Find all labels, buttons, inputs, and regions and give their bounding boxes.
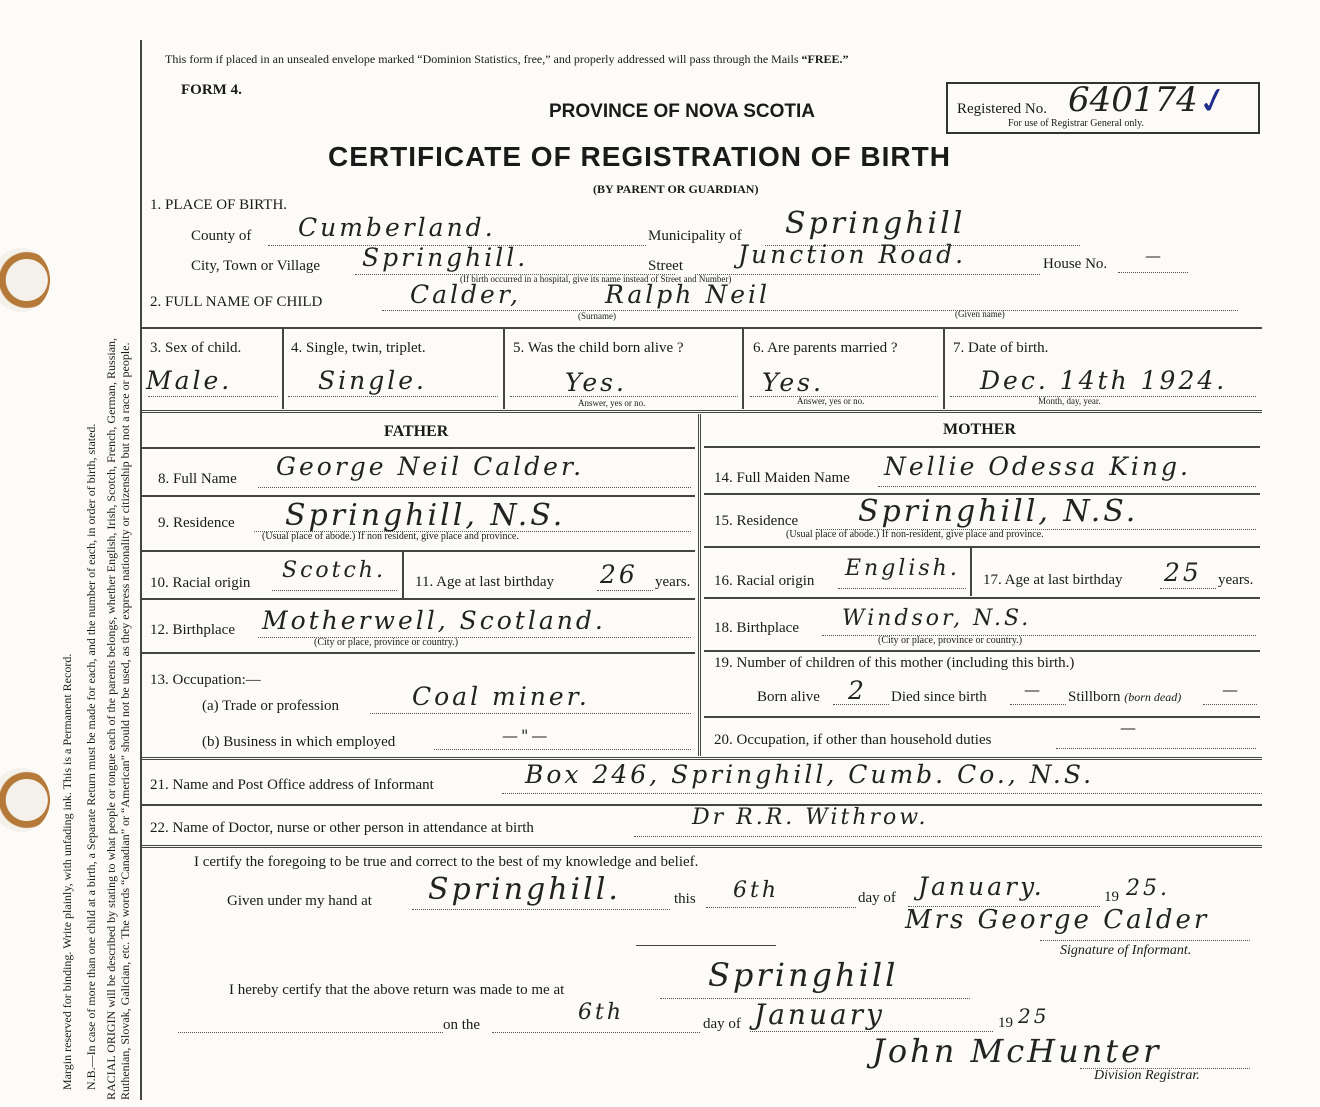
father-residence-note: (Usual place of abode.) If non resident, give place and province.	[262, 531, 519, 542]
house-number-label: House No.	[1043, 256, 1108, 272]
mail-notice	[165, 52, 849, 67]
sex-value: Male.	[146, 366, 233, 395]
year-prefix-2: 19	[998, 1015, 1013, 1031]
year-value: 25.	[1126, 876, 1170, 901]
year-prefix: 19	[1104, 889, 1119, 905]
mail-notice-text: This form if placed in an unsealed envelope marked “Dominion Statistics, free,” and properly addressed will pass through the Mails	[165, 52, 799, 66]
registered-label: Registered No.	[957, 101, 1047, 117]
child-surname-value: Calder,	[410, 280, 521, 309]
died-since-birth-label: Died since birth	[891, 689, 987, 705]
father-heading: FATHER	[384, 423, 449, 440]
mother-racial-value: English.	[845, 556, 960, 581]
street-value: Junction Road.	[738, 240, 967, 269]
punch-hole-top	[0, 248, 50, 312]
parents-married-note: Answer, yes or no.	[797, 396, 865, 406]
given-under-hand-label: Given under my hand at	[227, 893, 372, 909]
day-of-label-2: day of	[703, 1016, 741, 1032]
father-age-label: 11. Age at last birthday	[415, 574, 554, 590]
mother-birthplace-value: Windsor, N.S.	[842, 606, 1032, 631]
doctor-label: 22. Name of Doctor, nurse or other person in attendance at birth	[150, 820, 534, 836]
father-business-label: (b) Business in which employed	[202, 734, 396, 750]
registered-value: 640174	[1068, 80, 1198, 120]
city-value: Springhill.	[362, 243, 529, 272]
certify-statement: I certify the foregoing to be true and correct to the best of my knowledge and belief.	[194, 854, 699, 870]
mother-name-label: 14. Full Maiden Name	[714, 470, 850, 486]
mother-children-label: 19. Number of children of this mother (including this birth.)	[714, 655, 1075, 671]
mother-occupation-value: —	[1120, 718, 1139, 737]
hospital-note: (If birth occurred in a hospital, give its name instead of Street and Number)	[460, 274, 732, 284]
margin-note-1: Margin reserved for binding. Write plainly, with unfading ink. This is a Permanent Record.	[60, 653, 74, 1090]
street-label: Street	[648, 258, 683, 274]
year-value-2: 25	[1018, 1004, 1050, 1028]
date-of-birth-label: 7. Date of birth.	[953, 340, 1049, 356]
certificate-subtitle: (BY PARENT OR GUARDIAN)	[593, 182, 759, 196]
registrar-signature-label: Division Registrar.	[1094, 1068, 1200, 1083]
father-name-label: 8. Full Name	[158, 471, 237, 487]
province-heading: PROVINCE OF NOVA SCOTIA	[549, 101, 816, 122]
mother-residence-note: (Usual place of abode.) If non-resident, give place and province.	[786, 529, 1044, 540]
informant-signature-label: Signature of Informant.	[1060, 943, 1192, 958]
father-birthplace-note: (City or place, province or country.)	[314, 637, 459, 648]
single-twin-label: 4. Single, twin, triplet.	[291, 340, 426, 356]
died-since-birth-value: —	[1024, 680, 1043, 699]
form-number: FORM 4.	[181, 82, 242, 98]
day-of-label: day of	[858, 890, 896, 906]
born-alive-count-label: Born alive	[757, 689, 820, 705]
given-name-note: (Given name)	[955, 309, 1005, 319]
municipality-label: Municipality of	[648, 228, 742, 244]
mother-racial-label: 16. Racial origin	[714, 573, 815, 589]
registrar-place-value: Springhill	[708, 956, 899, 994]
father-racial-value: Scotch.	[282, 558, 386, 583]
stillborn-label-text: Stillborn	[1068, 689, 1121, 705]
father-name-value: George Neil Calder.	[276, 452, 585, 481]
certificate-title: CERTIFICATE OF REGISTRATION OF BIRTH	[328, 141, 951, 172]
stillborn-label	[1068, 689, 1181, 706]
on-the-label: on the	[443, 1017, 481, 1033]
registrar-use-note: For use of Registrar General only.	[1008, 118, 1144, 129]
mail-notice-free: “FREE.”	[801, 52, 849, 66]
mother-birthplace-note: (City or place, province or country.)	[878, 635, 1023, 646]
born-alive-value: Yes.	[565, 368, 627, 397]
registrar-signature: John McHunter	[872, 1032, 1162, 1070]
father-years-label: years.	[655, 574, 691, 590]
father-trade-value: Coal miner.	[412, 682, 590, 711]
this-day-value: 6th	[733, 878, 780, 903]
mother-residence-value: Springhill, N.S.	[858, 494, 1139, 529]
father-residence-value: Springhill, N.S.	[285, 498, 566, 533]
father-business-value: —"—	[502, 726, 551, 745]
date-of-birth-value: Dec. 14th 1924.	[980, 366, 1228, 395]
mother-age-value: 25	[1164, 558, 1202, 587]
registrar-statement: I hereby certify that the above return was made to me at	[229, 982, 565, 998]
doctor-value: Dr R.R. Withrow.	[692, 805, 929, 830]
date-of-birth-note: Month, day, year.	[1038, 396, 1101, 406]
margin-note-3: RACIAL ORIGIN will be described by stating to what people or tongue each of the parents belongs, whether English, Irish, Scotch, French, German, Russian,	[104, 337, 118, 1100]
registered-number-box	[946, 78, 1260, 134]
mother-heading: MOTHER	[943, 421, 1016, 438]
informant-signature: Mrs George Calder	[905, 905, 1210, 935]
surname-note: (Surname)	[578, 311, 616, 321]
mother-name-value: Nellie Odessa King.	[884, 452, 1191, 481]
mother-years-label: years.	[1218, 572, 1254, 588]
checkmark-icon: ✓	[1194, 78, 1233, 124]
single-twin-value: Single.	[318, 366, 427, 395]
stillborn-value: —	[1222, 680, 1241, 699]
margin-note-4: Ruthenian, Slovak, Galician, etc. The words “Canadian” or “American” should not be used, as they express nationality or citizenship but not a race or people.	[118, 342, 132, 1100]
county-value: Cumberland.	[298, 213, 496, 242]
month-value-2: January	[754, 998, 885, 1031]
city-label: City, Town or Village	[191, 258, 321, 274]
mother-residence-label: 15. Residence	[714, 513, 799, 529]
informant-label: 21. Name and Post Office address of Informant	[150, 777, 434, 793]
margin-note-2: N.B.—In case of more than one child at a birth, a Separate Return must be made for each, and the number of each, in order of birth, stated.	[84, 423, 98, 1090]
child-name-label: 2. FULL NAME OF CHILD	[150, 294, 323, 310]
parents-married-value: Yes.	[762, 368, 824, 397]
father-trade-label: (a) Trade or profession	[202, 698, 340, 714]
informant-value: Box 246, Springhill, Cumb. Co., N.S.	[525, 760, 1095, 789]
stillborn-note: (born dead)	[1124, 690, 1182, 704]
binding-margin-border	[140, 40, 142, 1100]
father-birthplace-value: Motherwell, Scotland.	[262, 606, 606, 635]
born-alive-note: Answer, yes or no.	[578, 398, 646, 408]
father-residence-label: 9. Residence	[158, 515, 235, 531]
father-birthplace-label: 12. Birthplace	[150, 622, 235, 638]
given-place-value: Springhill.	[428, 872, 621, 907]
born-alive-count-value: 2	[848, 676, 867, 705]
parents-married-label: 6. Are parents married ?	[753, 340, 898, 356]
mother-age-label: 17. Age at last birthday	[983, 572, 1123, 588]
father-racial-label: 10. Racial origin	[150, 575, 251, 591]
born-alive-label: 5. Was the child born alive ?	[513, 340, 684, 356]
place-of-birth-heading: 1. PLACE OF BIRTH.	[150, 197, 288, 213]
father-occupation-label: 13. Occupation:—	[150, 672, 261, 688]
punch-hole-bottom	[0, 768, 50, 832]
month-value: January.	[918, 872, 1045, 901]
county-label: County of	[191, 228, 252, 244]
father-age-value: 26	[600, 560, 638, 589]
mother-occupation-label: 20. Occupation, if other than household duties	[714, 732, 992, 748]
child-given-value: Ralph Neil	[605, 280, 771, 309]
municipality-value: Springhill	[785, 206, 966, 241]
on-the-value: 6th	[578, 1000, 625, 1025]
mother-birthplace-label: 18. Birthplace	[714, 620, 799, 636]
house-number-value: —	[1145, 246, 1164, 265]
this-label: this	[674, 891, 696, 907]
sex-label: 3. Sex of child.	[150, 340, 242, 356]
